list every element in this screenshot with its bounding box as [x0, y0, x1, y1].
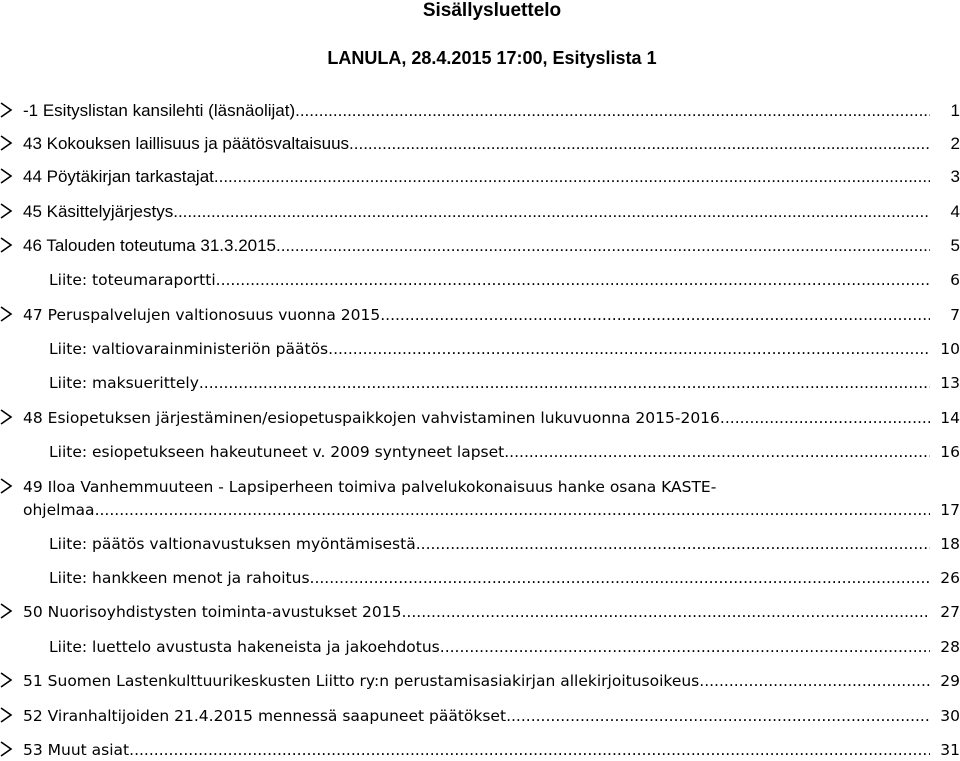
toc-page-number: 18 — [940, 535, 960, 553]
toc-page-number: 1 — [950, 101, 960, 120]
chevron-right-icon — [0, 409, 14, 427]
toc-page-number: 5 — [950, 236, 960, 255]
toc-entry-title: 45 Käsittelyjärjestys — [23, 202, 174, 221]
dot-leader — [295, 100, 930, 122]
toc-entry-title: 51 Suomen Lastenkulttuurikeskusten Liitto ry:n perustamisasiakirjan allekirjoitusoikeus — [23, 672, 700, 690]
toc-entry-title-continued: ohjelmaa — [23, 501, 95, 519]
dot-leader — [129, 739, 930, 761]
toc-entry-title: 48 Esiopetuksen järjestäminen/esiopetuspaikkojen vahvistaminen lukuvuonna 2015-2016 — [23, 409, 720, 427]
dot-leader — [95, 499, 930, 521]
toc-entry-title: Liite: hankkeen menot ja rahoitus — [49, 569, 310, 587]
toc-page-number: 4 — [950, 202, 960, 221]
dot-leader — [310, 567, 930, 589]
toc-entry-title: 44 Pöytäkirjan tarkastajat — [23, 167, 214, 186]
dot-leader — [214, 166, 930, 188]
toc-entry-title: 53 Muut asiat — [23, 741, 130, 759]
toc-page-number: 29 — [940, 672, 960, 690]
toc-entry-title: Liite: päätös valtionavustuksen myöntämisestä — [49, 535, 416, 553]
toc-entry-title: Liite: maksuerittely — [49, 374, 199, 392]
chevron-right-icon — [0, 672, 14, 690]
dot-leader — [504, 441, 930, 463]
dot-leader — [440, 636, 930, 658]
chevron-right-icon — [0, 168, 14, 186]
dot-leader — [199, 372, 930, 394]
chevron-right-icon — [0, 707, 14, 725]
toc-entry-title: 43 Kokouksen laillisuus ja päätösvaltaisuus — [23, 134, 350, 153]
chevron-right-icon — [0, 135, 14, 153]
toc-page-number: 16 — [940, 443, 960, 461]
toc-page-number: 26 — [940, 569, 960, 587]
toc-entry-title: 47 Peruspalvelujen valtionosuus vuonna 2015 — [23, 306, 381, 324]
toc-entry-title: 49 Iloa Vanhemmuuteen - Lapsiperheen toimiva palvelukokonaisuus hanke osana KASTE- — [23, 478, 717, 496]
toc-page-number: 7 — [950, 306, 960, 324]
document-subtitle: LANULA, 28.4.2015 17:00, Esityslista 1 — [327, 48, 657, 68]
toc-page-number: 6 — [950, 271, 960, 289]
toc-entry-title: Liite: luettelo avustusta hakeneista ja jakoehdotus — [49, 638, 440, 656]
toc-page-number: 2 — [950, 134, 960, 153]
toc-page-number: 28 — [940, 638, 960, 656]
toc-page-number: 13 — [940, 374, 960, 392]
toc-entry-title: 46 Talouden toteutuma 31.3.2015 — [23, 236, 277, 255]
chevron-right-icon — [0, 741, 14, 759]
dot-leader — [328, 338, 930, 360]
toc-page-number: 10 — [940, 340, 960, 358]
toc-entry-title: Liite: esiopetukseen hakeutuneet v. 2009 syntyneet lapset — [49, 443, 505, 461]
dot-leader — [349, 133, 930, 155]
toc-page-number: 27 — [940, 603, 960, 621]
toc-page-number: 17 — [940, 501, 960, 519]
chevron-right-icon — [0, 102, 14, 120]
toc-page-number: 30 — [940, 707, 960, 725]
toc-page-number: 3 — [950, 167, 960, 186]
dot-leader — [216, 269, 930, 291]
toc-entry-title: 52 Viranhaltijoiden 21.4.2015 mennessä saapuneet päätökset — [23, 707, 507, 725]
chevron-right-icon — [0, 203, 14, 221]
dot-leader — [401, 601, 930, 623]
toc-entry-title: 50 Nuorisoyhdistysten toiminta-avustukset 2015 — [23, 603, 402, 621]
dot-leader — [380, 304, 930, 326]
chevron-right-icon — [0, 306, 14, 324]
dot-leader — [276, 235, 930, 257]
page-title: Sisällysluettelo — [422, 0, 562, 21]
chevron-right-icon — [0, 237, 14, 255]
toc-page-number: 14 — [940, 409, 960, 427]
dot-leader — [173, 201, 930, 223]
dot-leader — [720, 407, 930, 429]
dot-leader — [699, 670, 930, 692]
chevron-right-icon — [0, 603, 14, 621]
dot-leader — [506, 705, 930, 727]
chevron-right-icon — [0, 478, 14, 496]
dot-leader — [416, 533, 930, 555]
toc-entry-title: -1 Esityslistan kansilehti (läsnäolijat) — [23, 101, 296, 120]
toc-page-number: 31 — [940, 741, 960, 759]
toc-entry-title: Liite: valtiovarainministeriön päätös — [49, 340, 329, 358]
toc-entry-title: Liite: toteumaraportti — [49, 271, 216, 289]
